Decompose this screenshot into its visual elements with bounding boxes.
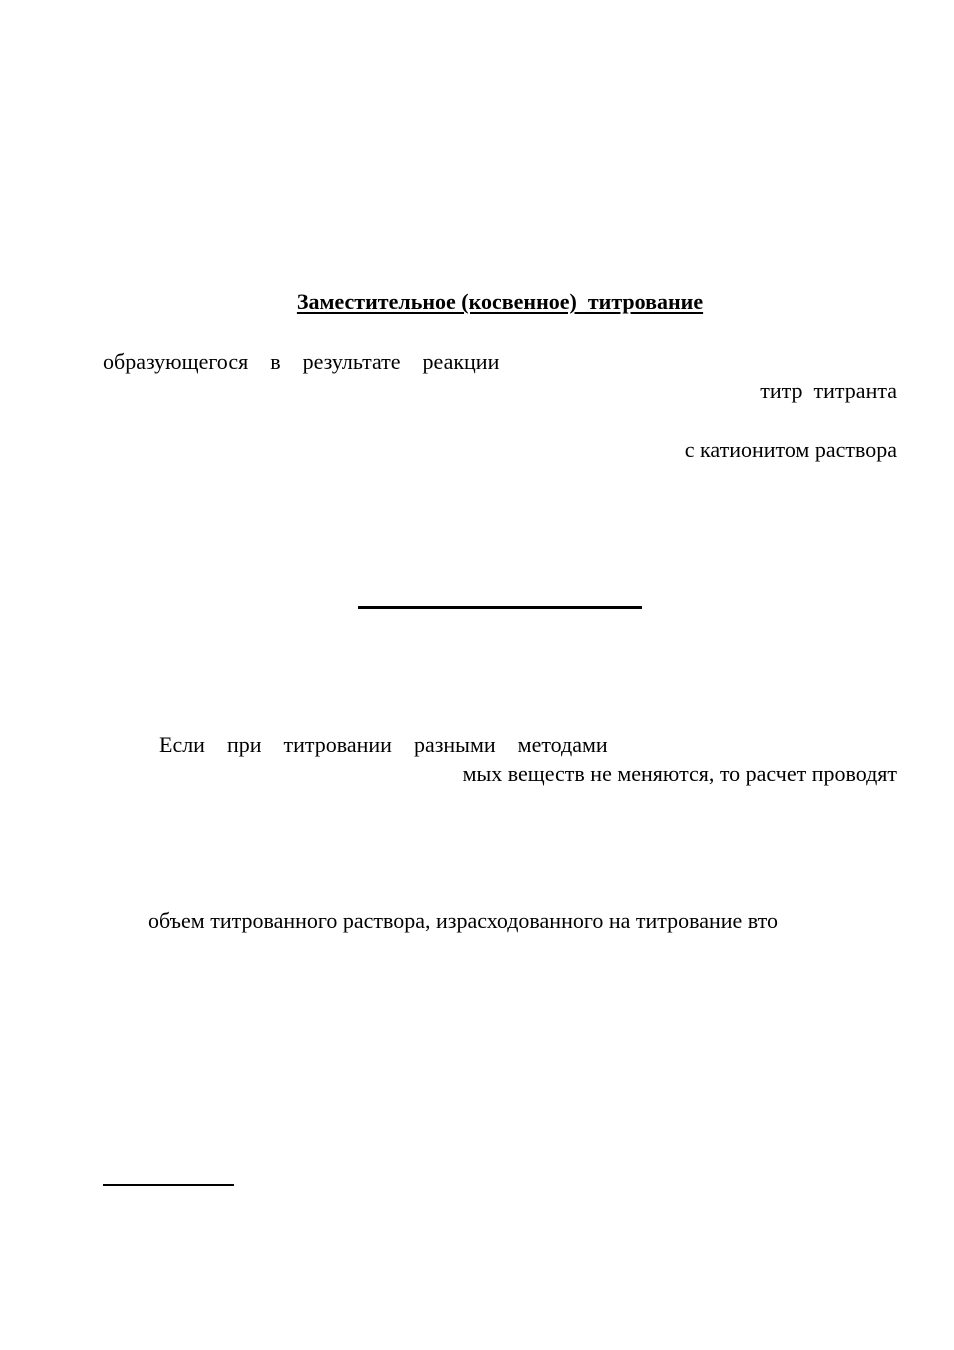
- footnote-rule: [103, 1184, 234, 1186]
- text-line-3: с катионитом раствора: [684, 437, 897, 462]
- text-line-6: объем титрованного раствора, израсходованного на титрование вто: [148, 908, 778, 933]
- text-line-2: титр титранта: [760, 378, 897, 403]
- center-rule: [358, 606, 642, 609]
- text-line-4: Если при титровании разными методами: [159, 732, 608, 757]
- text-line-1: образующегося в результате реакции: [103, 349, 500, 374]
- section-heading: Заместительное (косвенное) титрование: [296, 289, 704, 314]
- text-line-5: мых веществ не меняются, то расчет проводят: [462, 761, 897, 786]
